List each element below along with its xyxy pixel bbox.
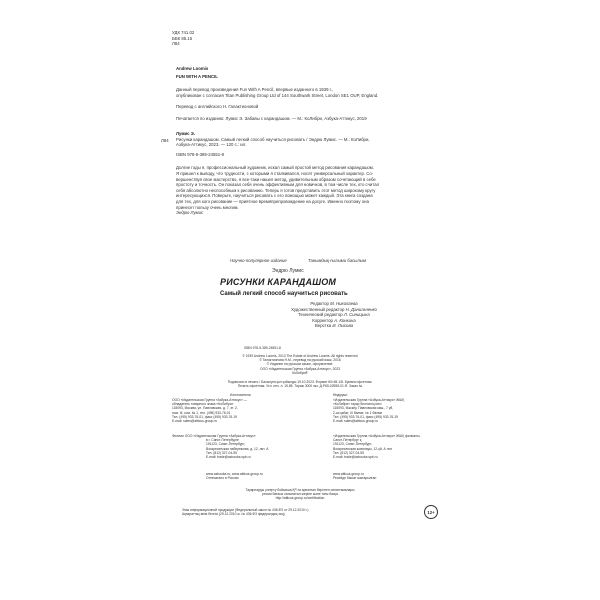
original-info bbox=[176, 66, 476, 122]
web-left: www.azbooka.ru; www.atticus-group.ru Отпечатано в России bbox=[206, 472, 263, 481]
publication-note-2: опубликован с согласия Titan Publishing Group Ltd of 144 Southwark Street, London SE1 OUP, England. bbox=[176, 92, 379, 98]
print-info bbox=[150, 380, 450, 388]
credit-line: Редактор М. Николаева bbox=[310, 301, 358, 306]
age-badge: 12+ bbox=[424, 505, 438, 519]
annotation-line: Я пришел к выводу, что трудности, с которыми я сталкивался, носят универсальный характер. Со- bbox=[176, 170, 374, 176]
copyright-line: © 1939 Andrew Loomis, 2013 The Estate of Andrew Loomis. All rights reserved bbox=[242, 354, 358, 358]
print-line: Подписано в печать / Басылуға қол қойылды 19.10.2023. Формат 60×84 1/8. Бумага офсетная. bbox=[227, 380, 373, 384]
annotation-line: для тех, для кого рисование — приятное времяпрепровождение на досуге. Именно поэтому она bbox=[176, 198, 369, 204]
original-author: Andrew Loomis bbox=[176, 66, 209, 71]
catalog-card bbox=[176, 131, 476, 216]
age-note: Знак информационной продукции (Федеральный закон № 436-ФЗ от 29.12.2010 г.) Ақпараттық өнім белгісі (29.12.2010 ж. № 436-ФЗ федералдық заң) bbox=[182, 508, 309, 517]
printed-by: Печатается по изданию: Лумис Э. Забавы с карандашом. — М.: КоЛибри, Азбука-Аттикус, 2019 bbox=[176, 115, 367, 121]
annotation-line: Долгие годы я, профессиональный художник, искал самый простой метод рисования карандашом. bbox=[176, 165, 374, 171]
manufacturer-right-heading: Өндіруші: bbox=[333, 393, 348, 397]
catalog-isbn: ISBN 978-5-389-24551-8 bbox=[176, 151, 225, 157]
bbk: ББК 85.15 bbox=[172, 35, 193, 41]
annotation-signature: Эндрю Лумис bbox=[176, 210, 204, 216]
classification-code: Л84 bbox=[172, 41, 180, 47]
copyright-line: ООО «Издательская Группа «Азбука-Аттикус», 2023 bbox=[260, 366, 340, 371]
manufacturer-right: «Издательская Группа «Азбука-Аттикус» ЖШҚ «КоЛибри» тауар белгісінің иесі 115093, Мәскеу, Павловская көш., 7 үй, 2-ші қабат, III бөлме, № 1 бөлме Тел. (495) 933-76-01, факс (495) 933-76-19 E-mail: sales@atticus-group.ru bbox=[333, 398, 405, 424]
manufacturer-left: ООО «Издательская Группа «Азбука-Аттикус» — обладатель товарного знака «КоЛибри» 115093, Москва, ул. Павловская, д. 7, эт. 2, пом. III, ком. № 1, тел. (495) 933-76-01 Тел. (495) 933-76-01, факс (495) 933-76-19 E-mail: sales@atticus-group.ru bbox=[172, 398, 248, 424]
genre-ru: Научно-популярное издание bbox=[230, 258, 287, 263]
catalog-line-1: Рисунки карандашом. Самый легкий способ научиться рисовать / Эндрю Лумис. — М.: КоЛибри, bbox=[176, 136, 370, 142]
catalog-author: Лумис Э. bbox=[176, 131, 196, 136]
book-subtitle: Самый легкий способ научиться рисовать bbox=[220, 291, 348, 297]
copyright-line: КоЛибри® bbox=[292, 370, 308, 375]
udk: УДК 741.02 bbox=[172, 30, 195, 35]
annotation-line: вершенствуя свое мастерство, я все-таки нашел метод, удивительным образом сочетающий в себе bbox=[176, 176, 376, 182]
branch-left: Филиал ООО «Издательская Группа «Азбука-Аттикус» в г. Санкт-Петербурге 191123, Санкт-Петербург, Воскресенская набережная, д. 12, лит. А Тел. (812) 327-04-55 E-mail: trade@azbooka.spb.ru bbox=[172, 434, 269, 460]
classification-block bbox=[172, 30, 194, 47]
credit-line: Художественный редактор Н. Данильченко bbox=[291, 306, 377, 312]
copyright-line: © Галактионова Н.М., перевод на русский язык, 2016 bbox=[259, 358, 341, 363]
translator: Перевод с английского Н. Галактионовой bbox=[176, 104, 259, 110]
annotation-line: себя абсолютно неспособным к рисованию. Теперь я готов представить этот метод широкому кругу bbox=[176, 187, 376, 193]
catalog-line-2: Азбука-Аттикус, 2023. — 120 с.: ил. bbox=[176, 142, 247, 148]
book-title: РИСУНКИ КАРАНДАШОМ bbox=[220, 277, 337, 287]
copyright-block bbox=[180, 354, 420, 375]
credit-line: Технический редактор Л. Синицына bbox=[298, 312, 370, 318]
manufacturer-left-heading: Изготовитель: bbox=[230, 393, 252, 397]
catalog-code: Л84 bbox=[161, 138, 169, 143]
kz-importer: Тауарларды үлгерту бойынша ҚР-ға арналған берілген сипаттамалары ресми бағасы сатылатын жеріне және тағы басқа http://atticus-group.ru/certification bbox=[245, 488, 355, 501]
original-title: FUN WITH A PENCIL bbox=[176, 73, 218, 79]
credit-line: Верстка И. Лысова bbox=[315, 323, 353, 329]
annotation-line: интересующихся. Поверьте, научиться рисовать с его помощью может каждый. Эта книга создана bbox=[176, 193, 373, 199]
credit-line: Корректор А. Конкина bbox=[312, 317, 356, 323]
book-author: Эндрю Лумис bbox=[272, 268, 304, 274]
web-right: www.atticus-group.ru Ресейде басып шығарылған bbox=[333, 472, 377, 481]
print-line: Печать офсетная. Усл. печ. л. 15,85. Тираж 3000 экз. Д-P65-02555-01-R. Заказ № bbox=[237, 384, 363, 389]
publication-note-1: Данный перевод произведения Fun With A Pencil, впервые изданного в 1939 г., bbox=[176, 87, 334, 93]
genre-kz: Танымдық-ғылыми басылым bbox=[308, 258, 366, 263]
branch-right: «Издательская Группа «Азбука-Аттикус» ЖШҚ филиалы, Санкт-Петербург қ. 191123, Санкт-Петербург, Воскресенская жағалауы, 12-үй, А лит. Тел. (812) 327-04-55 E-mail: trade@azbooka.spb.ru bbox=[333, 434, 421, 460]
annotation-line: простоту и точность. Он показал себя очень эффективным для новичков, в том числе тех, кто считал bbox=[176, 182, 380, 188]
annotation bbox=[176, 165, 476, 215]
copyright-line: © Издание на русском языке, оформление. bbox=[266, 362, 334, 367]
credits bbox=[234, 301, 434, 329]
annotation-line: принесет пользу очень многим. bbox=[176, 204, 239, 210]
isbn-small: ISBN 978-5-389-24551-8 bbox=[244, 346, 281, 350]
